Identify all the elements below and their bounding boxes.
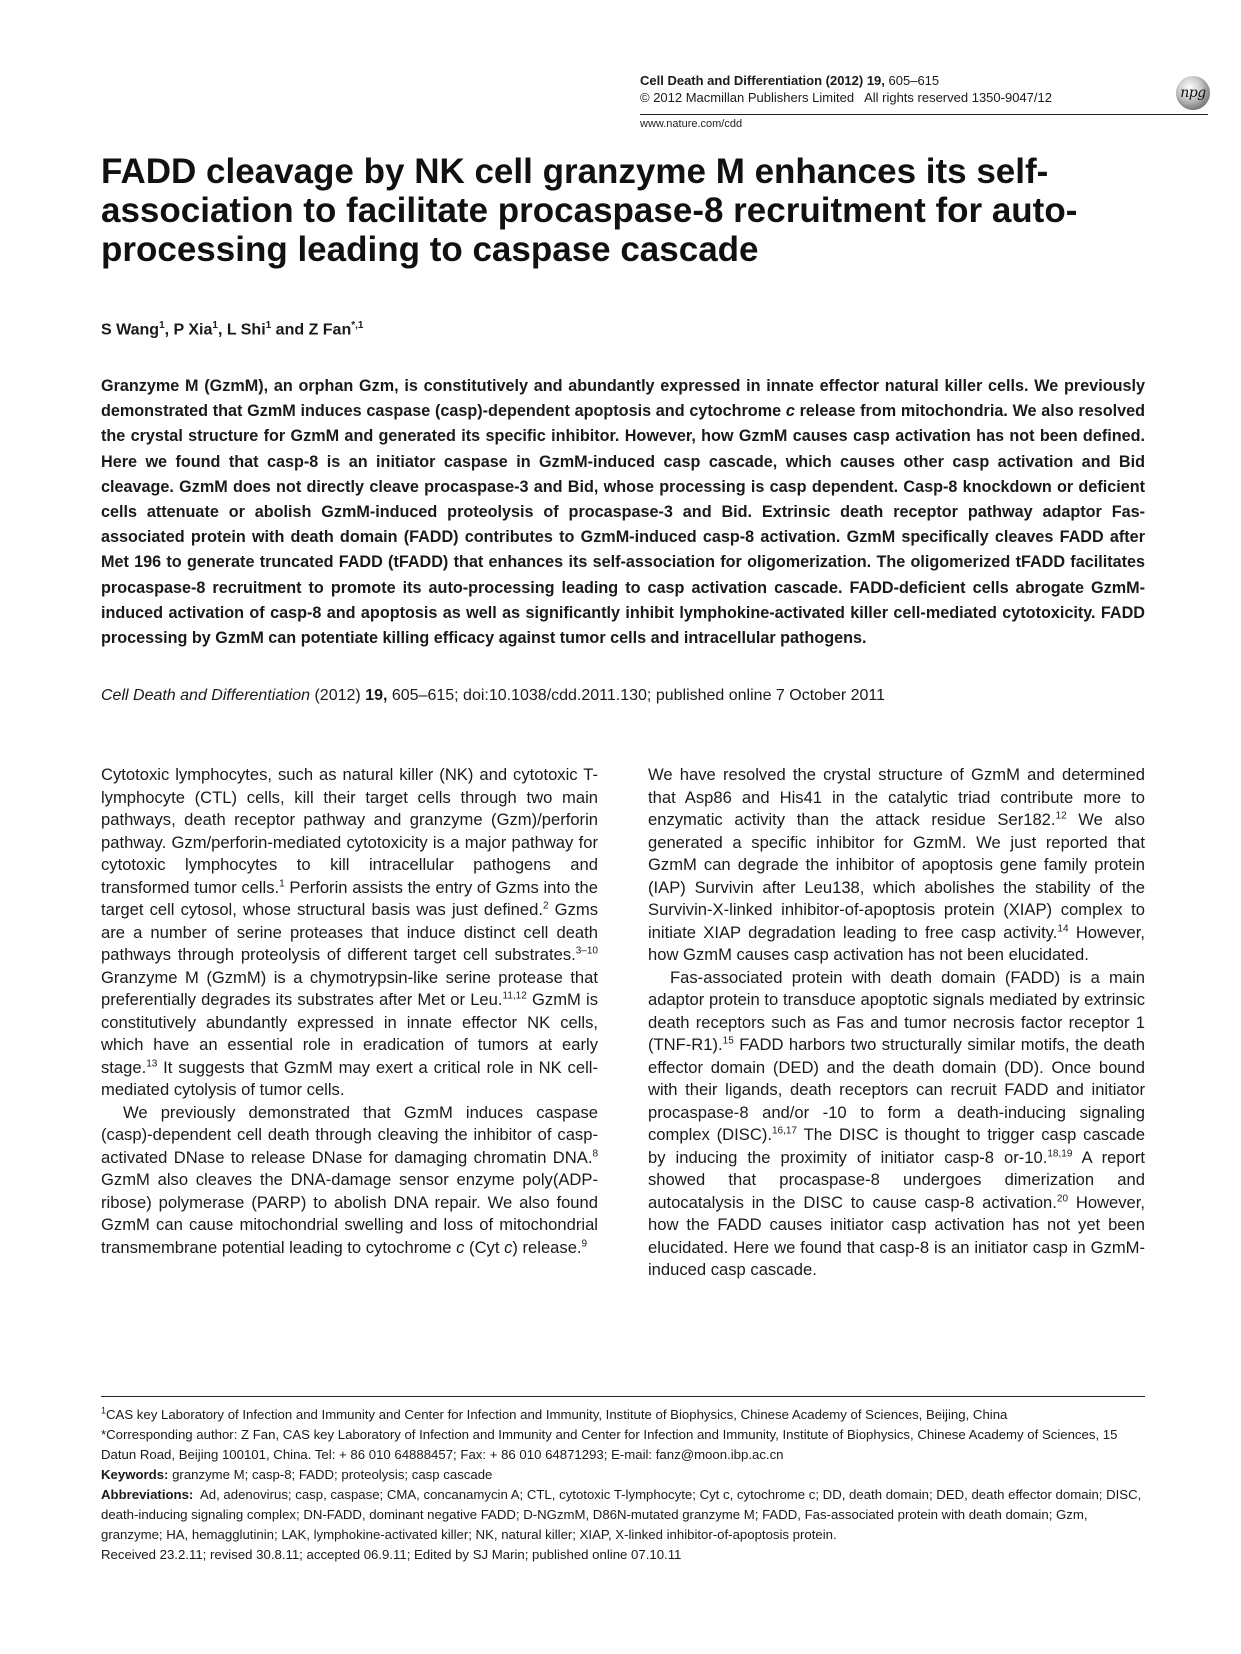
abstract: Granzyme M (GzmM), an orphan Gzm, is constitutively and abundantly expressed in innate effector natural killer cells. We previously demonstrated that GzmM induces caspase (casp)-dependent apoptosis and cytochrome c release from mitochondria. We also resolved the crystal structure for GzmM and generated its specific inhibitor. However, how GzmM causes casp activation has not been defined. Here we found that casp-8 is an initiator caspase in GzmM-induced casp cascade, which causes other casp activation and Bid cleavage. GzmM does not directly cleave procaspase-3 and Bid, whose processing is casp dependent. Casp-8 knockdown or deficient cells attenuate or abolish GzmM-induced proteolysis of procaspase-3 and Bid. Extrinsic death receptor pathway adaptor Fas-associated protein with death domain (FADD) contributes to GzmM-induced casp-8 activation. GzmM specifically cleaves FADD after Met 196 to generate truncated FADD (tFADD) that enhances its self-association for oligomerization. The oligomerized tFADD facilitates procaspase-8 recruitment to promote its auto-processing leading to casp activation cascade. FADD-deficient cells abrogate GzmM-induced activation of casp-8 and apoptosis as well as significantly inhibit lymphokine-activated killer cell-mediated cytotoxicity. FADD processing by GzmM can potentiate killing efficacy against tumor cells and intracellular pathogens. bbox=[101, 377, 1145, 648]
reference-citation: 18,19 bbox=[1047, 1147, 1073, 1159]
journal-url-link[interactable]: www.nature.com/cdd bbox=[640, 118, 743, 130]
author-name: L Shi bbox=[226, 321, 266, 339]
footnotes bbox=[101, 1405, 1145, 1565]
author-affiliation: 1 bbox=[212, 320, 218, 331]
journal-citation-line bbox=[640, 72, 1200, 89]
citation-volume: 19, bbox=[365, 687, 388, 704]
footnote-divider bbox=[101, 1396, 1145, 1397]
header-divider bbox=[640, 114, 1208, 115]
body-paragraph: Cytotoxic lymphocytes, such as natural killer (NK) and cytotoxic T-lymphocyte (CTL) cells, kill their target cells through two main pathways, death receptor pathway and granzyme (Gzm)/perforin pathway. Gzm/perforin-mediated cytotoxicity is a major pathway for cytotoxic lymphocytes to kill intracellular pathogens and transformed tumor cells.$^1$ Perforin assists the entry of Gzms into the target cell cytosol, whose structural basis was just defined.$^2$ Gzms are a number of serine proteases that induce distinct cell death pathways through proteolysis of different target cell substrates.$^{3-10}$ Granzyme M (GzmM) is a chymotrypsin-like serine protease that preferentially degrades its substrates after Met or Leu.$^{11,12}$ GzmM is constitutively abundantly expressed in innate effector NK cells, which have an essential role in eradication of tumors at early stage.$^{13}$ It suggests that GzmM may exert a critical role in NK cell-mediated cytolysis of tumor cells. bbox=[101, 765, 599, 1099]
reference-citation: 2 bbox=[542, 900, 549, 912]
npg-logo-icon bbox=[1176, 76, 1210, 110]
reference-citation: 3–10 bbox=[575, 945, 598, 957]
keywords-label: Keywords: bbox=[101, 1467, 169, 1482]
journal-pages: 605–615 bbox=[888, 73, 940, 88]
abbreviations-label: Abbreviations: bbox=[101, 1487, 194, 1502]
citation-journal: Cell Death and Differentiation bbox=[101, 687, 311, 704]
affiliation-note bbox=[101, 1405, 1145, 1425]
keywords-text: granzyme M; casp-8; FADD; proteolysis; casp cascade bbox=[172, 1467, 493, 1482]
author-name: P Xia bbox=[173, 321, 213, 339]
body-paragraph: We have resolved the crystal structure of GzmM and determined that Asp86 and His41 in the catalytic triad contribute more to enzymatic activity than the attack residue Ser182.12 We also generated a specific inhibitor for GzmM. We just reported that GzmM can degrade the inhibitor of apoptosis gene family protein (IAP) Survivin after Leu138, which abolishes the stability of the Survivin-X-linked inhibitor-of-apoptosis protein (XIAP) complex to initiate XIAP degradation leading to free casp activity.$^{14}$ However, how GzmM causes casp activation has not been elucidated. bbox=[648, 765, 1145, 964]
citation-details: 605–615; doi:10.1038/cdd.2011.130; published online 7 October 2011 bbox=[391, 687, 886, 704]
author-affiliation: 1 bbox=[265, 320, 272, 331]
body-paragraph: Fas-associated protein with death domain (FADD) is a main adaptor protein to transduce apoptotic signals mediated by extrinsic death receptors such as Fas and tumor necrosis factor receptor 1 (TNF-R1).$^{15}$ FADD harbors two structurally similar motifs, the death effector domain (DED) and the death domain (DD). Once bound with their ligands, death receptors can recruit FADD and initiator procaspase-8 and/or -10 to form a death-inducing signaling complex (DISC).$^{16,17}$ The DISC is thought to trigger casp cascade by inducing the proximity of initiator casp-8 or-10.$^{18,19}$ A report showed that procaspase-8 undergoes dimerization and autocatalysis in the DISC to cause casp-8 activation.$^{20}$ However, how the FADD causes initiator casp activation has not yet been elucidated. Here we found that casp-8 is an initiator casp in GzmM-induced casp cascade. bbox=[648, 967, 1145, 1279]
affiliation-text: CAS key Laboratory of Infection and Immunity and Center for Infection and Immunity, Institute of Biophysics, Chinese Academy of Sciences, Beijing, China bbox=[106, 1407, 1008, 1422]
corresponding-author-note: *Corresponding author: Z Fan, CAS key Laboratory of Infection and Immunity and Center for Infection and Immunity, Institute of Biophysics, Chinese Academy of Sciences, 15 Datun Road, Beijing 100101, China. Tel: + 86 010 64888457; Fax: + 86 010 64871293; E-mail: fanz@moon.ibp.ac.cn bbox=[101, 1427, 1118, 1462]
reference-citation: 9 bbox=[581, 1237, 588, 1249]
reference-citation: 15 bbox=[722, 1035, 734, 1047]
author-name: Z Fan bbox=[308, 321, 352, 339]
journal-name-volume: Cell Death and Differentiation (2012) 19, bbox=[640, 73, 885, 88]
journal-copyright-line bbox=[640, 89, 1200, 106]
abbreviations-note bbox=[101, 1485, 1145, 1545]
journal-header bbox=[640, 72, 1200, 106]
reference-citation: 1 bbox=[279, 877, 285, 889]
author-affiliation: *,1 bbox=[351, 320, 364, 331]
body-paragraph: We previously demonstrated that GzmM induces caspase (casp)-dependent cell death through cleaving the inhibitor of casp-activated DNase to release DNase for damaging chromatin DNA.$^8$ GzmM also cleaves the DNA-damage sensor enzyme poly(ADP-ribose) polymerase (PARP) to abolish DNA repair. We also found GzmM can cause mitochondrial swelling and loss of mitochondrial transmembrane potential leading to cytochrome c (Cyt c) release.$^9$ bbox=[101, 1102, 598, 1257]
received-note: Received 23.2.11; revised 30.8.11; accepted 06.9.11; Edited by SJ Marin; published online 07.10.11 bbox=[101, 1547, 682, 1562]
article-citation bbox=[101, 685, 1145, 707]
keywords-note bbox=[101, 1465, 1145, 1485]
author-list: S Wang$^1$, P Xia$^1$, L Shi$^1$ and Z Fan$^{*,1}$ bbox=[101, 320, 364, 339]
reference-citation: 14 bbox=[1057, 922, 1069, 934]
article-title: FADD cleavage by NK cell granzyme M enhances its self-association to facilitate procaspase-8 recruitment for auto-processing leading to caspase cascade bbox=[101, 152, 1078, 269]
journal-copyright: © 2012 Macmillan Publishers Limited bbox=[640, 90, 855, 105]
author-affiliation: 1 bbox=[159, 320, 165, 331]
reference-citation: 16,17 bbox=[771, 1125, 797, 1137]
reference-citation: 8 bbox=[592, 1147, 598, 1159]
logo-text: npg bbox=[1180, 85, 1206, 101]
citation-year: (2012) bbox=[314, 687, 361, 704]
reference-citation: 12 bbox=[1055, 810, 1067, 822]
reference-citation: 20 bbox=[1056, 1192, 1069, 1204]
author-name: S Wang bbox=[101, 321, 160, 339]
reference-citation: 11,12 bbox=[502, 990, 527, 1002]
affiliation-mark: 1 bbox=[101, 1405, 107, 1416]
body-column-right bbox=[648, 764, 1145, 1282]
body-column-left bbox=[101, 764, 598, 1259]
reference-citation: 13 bbox=[146, 1057, 158, 1069]
journal-rights: All rights reserved 1350-9047/12 bbox=[864, 90, 1052, 105]
abbreviations-text: Ad, adenovirus; casp, caspase; CMA, concanamycin A; CTL, cytotoxic T-lymphocyte; Cyt c, cytochrome c; DD, death domain; DED, death effector domain; DISC, death-inducing signaling complex; DN-FADD, dominant negative FADD; D-NGzmM, D86N-mutated granzyme M; FADD, Fas-associated protein with death domain; Gzm, granzyme; HA, hemagglutinin; LAK, lymphokine-activated killer; NK, natural killer; XIAP, X-linked inhibitor-of-apoptosis protein. bbox=[101, 1487, 1142, 1542]
